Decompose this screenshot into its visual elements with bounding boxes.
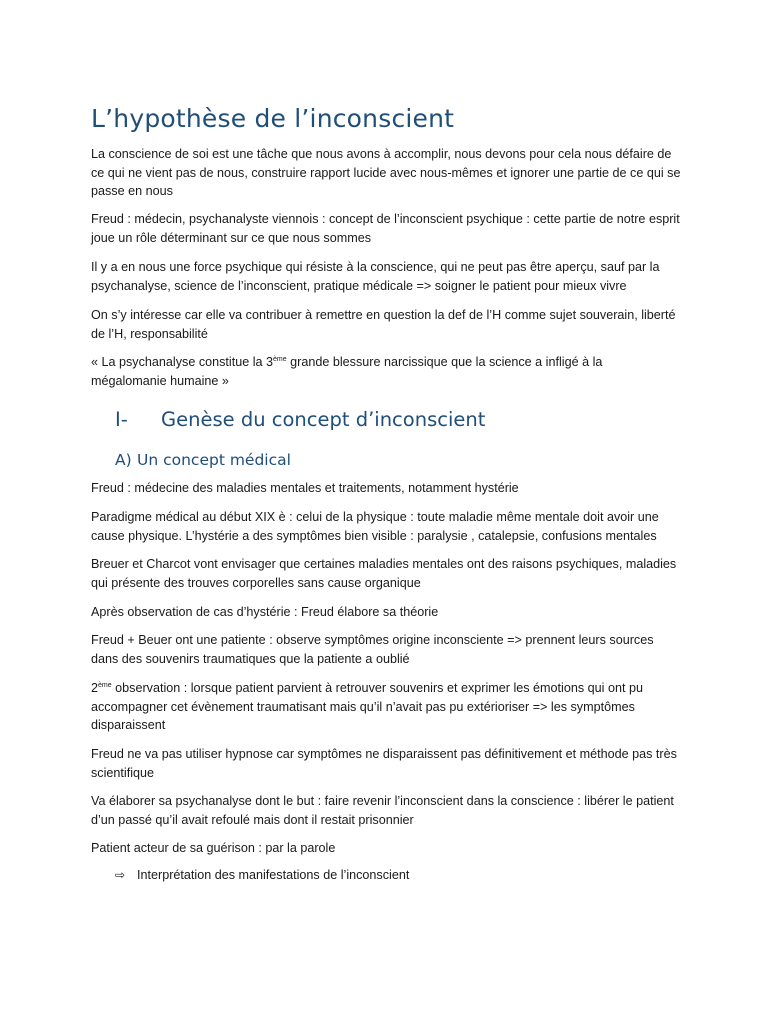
subsection-title: Un concept médical <box>137 451 291 469</box>
intro-paragraph-2: Freud : médecin, psychanalyste viennois : concept de l’inconscient psychique : cette partie de notre esprit joue un rôle déterminant sur ce que nous sommes <box>91 212 680 245</box>
quote-superscript: ème <box>273 356 287 363</box>
body-paragraph-1: Freud : médecine des maladies mentales et traitements, notamment hystérie <box>91 481 519 495</box>
observation-text-end: observation : lorsque patient parvient à retrouver souvenirs et exprimer les émotions qui ont pu accompagner cet évènement traumatisant mais qu’il n’avait pas pu extérioriser => les symptômes disparaissent <box>91 681 643 732</box>
arrow-outline-icon: ⇨ <box>115 868 126 882</box>
subsection-heading <box>115 451 291 469</box>
body-paragraph-7: Va élaborer sa psychanalyse dont le but : faire revenir l’inconscient dans la conscience : libérer le patient d’un passé qu’il avait refoulé mais dont il restait prisonnier <box>91 794 674 827</box>
intro-paragraph-3: Il y a en nous une force psychique qui résiste à la conscience, qui ne peut pas être aperçu, sauf par la psychanalyse, science de l’inconscient, pratique médicale => soigner le patient pour mieux vivre <box>91 260 660 293</box>
body-paragraph-8: Patient acteur de sa guérison : par la parole <box>91 841 336 855</box>
quote-text-start: « La psychanalyse constitue la 3 <box>91 355 274 369</box>
section-number: I- <box>115 408 128 431</box>
intro-paragraph-4: On s’y intéresse car elle va contribuer à remettre en question la def de l’H comme sujet souverain, liberté de l’H, responsabilité <box>91 308 676 341</box>
subsection-number: A) <box>115 451 132 469</box>
observation-text-start: 2 <box>91 681 99 695</box>
body-paragraph-2: Paradigme médical au début XIX è : celui de la physique : toute maladie même mentale doit avoir une cause physique. L’hystérie a des symptômes bien visible : paralysie , catalepsie, confusions mentales <box>91 510 659 543</box>
intro-paragraph-1: La conscience de soi est une tâche que nous avons à accomplir, nous devons pour cela nous défaire de ce qui ne vient pas de nous, construire rapport lucide avec nous-mêmes et ignorer une partie de ce qui se passe en nous <box>91 147 681 198</box>
section-title: Genèse du concept d’inconscient <box>161 408 486 431</box>
document-title: L’hypothèse de l’inconscient <box>91 104 455 133</box>
observation-superscript: ème <box>98 682 112 689</box>
body-paragraph-4: Après observation de cas d’hystérie : Freud élabore sa théorie <box>91 605 439 619</box>
observation-paragraph <box>91 679 681 735</box>
bullet-text: Interprétation des manifestations de l’inconscient <box>137 868 410 882</box>
body-paragraph-3: Breuer et Charcot vont envisager que certaines maladies mentales ont des raisons psychiques, maladies qui présente des trouves corporelles sans cause organique <box>91 557 677 590</box>
bullet-item <box>115 866 409 885</box>
body-paragraph-5: Freud + Beuer ont une patiente : observe symptômes origine inconsciente => prennent leurs sources dans des souvenirs traumatiques que la patiente a oublié <box>91 633 654 666</box>
body-paragraph-6: Freud ne va pas utiliser hypnose car symptômes ne disparaissent pas définitivement et méthode pas très scientifique <box>91 747 677 780</box>
section-heading <box>115 408 485 431</box>
quote-paragraph <box>91 353 681 390</box>
quote-text-end: grande blessure narcissique que la science a infligé à la mégalomanie humaine » <box>91 355 603 388</box>
